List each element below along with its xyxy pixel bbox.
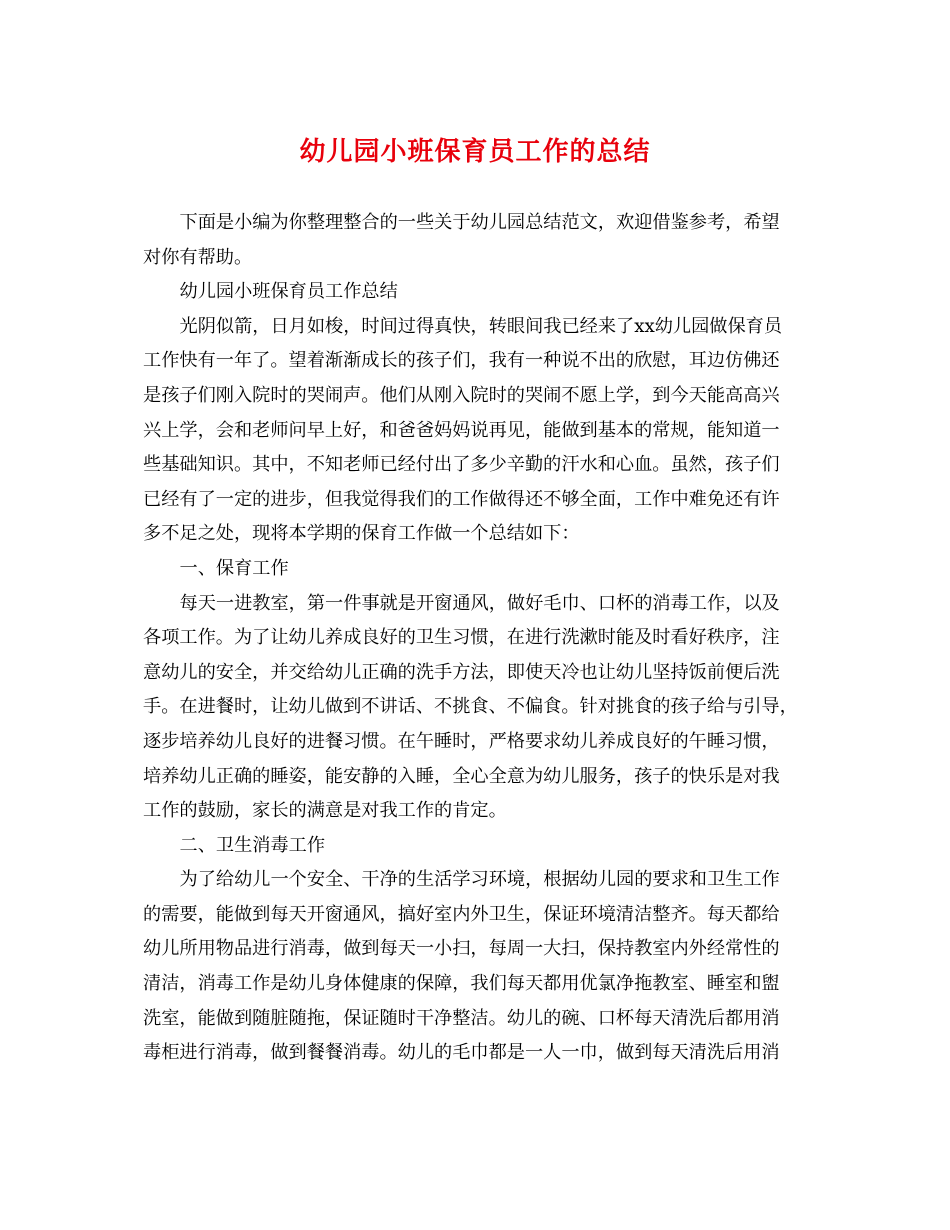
section-heading: [143, 829, 809, 864]
text-line: 培养幼儿正确的睡姿，能安静的入睡，全心全意为幼儿服务，孩子的快乐是对我: [143, 765, 780, 787]
text-line: 意幼儿的安全，并交给幼儿正确的洗手方法，即使天冷也让幼儿坚持饭前便后洗: [143, 661, 780, 683]
text-line: 每天一进教室，第一件事就是开窗通风，做好毛巾、口杯的消毒工作，以及: [179, 592, 780, 614]
paragraph-intro: [143, 206, 809, 275]
text-line: 兴上学，会和老师问早上好，和爸爸妈妈说再见，能做到基本的常规，能知道一: [143, 419, 780, 441]
text-line: 清洁，消毒工作是幼儿身体健康的保障，我们每天都用优氯净拖教室、睡室和盥: [143, 973, 780, 995]
text-line: 的需要，能做到每天开窗通风，搞好室内外卫生，保证环境清洁整齐。每天都给: [143, 903, 780, 925]
text-line: 已经有了一定的进步，但我觉得我们的工作做得还不够全面，工作中难免还有许: [143, 488, 780, 510]
text-line: 对你有帮助。: [143, 246, 253, 268]
text-line: 幼儿所用物品进行消毒，做到每天一小扫，每周一大扫，保持教室内外经常性的: [143, 938, 780, 960]
text-line: 些基础知识。其中，不知老师已经付出了多少辛勤的汗水和心血。虽然，孩子们: [143, 454, 780, 476]
paragraph-opening: [143, 310, 809, 552]
text-line: 下面是小编为你整理整合的一些关于幼儿园总结范文，欢迎借鉴参考，希望: [179, 212, 780, 233]
heading-line: 二、卫生消毒工作: [179, 834, 326, 856]
text-line: 光阴似箭，日月如梭，时间过得真快，转眼间我已经来了xx幼儿园做保育员: [179, 315, 783, 337]
paragraph-hygiene: [143, 863, 809, 1071]
document-title: 幼儿园小班保育员工作的总结: [299, 137, 651, 167]
text-line: 为了给幼儿一个安全、干净的生活学习环境，根据幼儿园的要求和卫生工作: [179, 869, 780, 891]
text-line: 是孩子们刚入院时的哭闹声。他们从刚入院时的哭闹不愿上学，到今天能高高兴: [143, 384, 780, 406]
paragraph-childcare: [143, 587, 809, 829]
heading-line: 幼儿园小班保育员工作总结: [179, 281, 398, 303]
text-line: 多不足之处，现将本学期的保育工作做一个总结如下：: [143, 523, 580, 545]
section-heading: [143, 552, 809, 587]
document-body: [143, 206, 809, 1071]
text-line: 工作快有一年了。望着渐渐成长的孩子们，我有一种说不出的欣慰，耳边仿佛还: [143, 350, 780, 372]
text-line: 工作的鼓励，家长的满意是对我工作的肯定。: [143, 800, 507, 822]
heading-line: 一、保育工作: [179, 557, 289, 579]
text-line: 手。在进餐时，让幼儿做到不讲话、不挑食、不偏食。针对挑食的孩子给与引导，: [143, 696, 798, 718]
text-line: 各项工作。为了让幼儿养成良好的卫生习惯，在进行洗漱时能及时看好秩序，注: [143, 627, 780, 649]
text-line: 洗室，能做到随脏随拖，保证随时干净整洁。幼儿的碗、口杯每天清洗后都用消: [143, 1007, 780, 1029]
text-line: 毒柜进行消毒，做到餐餐消毒。幼儿的毛巾都是一人一巾，做到每天清洗后用消: [143, 1042, 780, 1064]
text-line: 逐步培养幼儿良好的进餐习惯。在午睡时，严格要求幼儿养成良好的午睡习惯，: [143, 730, 780, 752]
section-heading: [143, 275, 809, 310]
